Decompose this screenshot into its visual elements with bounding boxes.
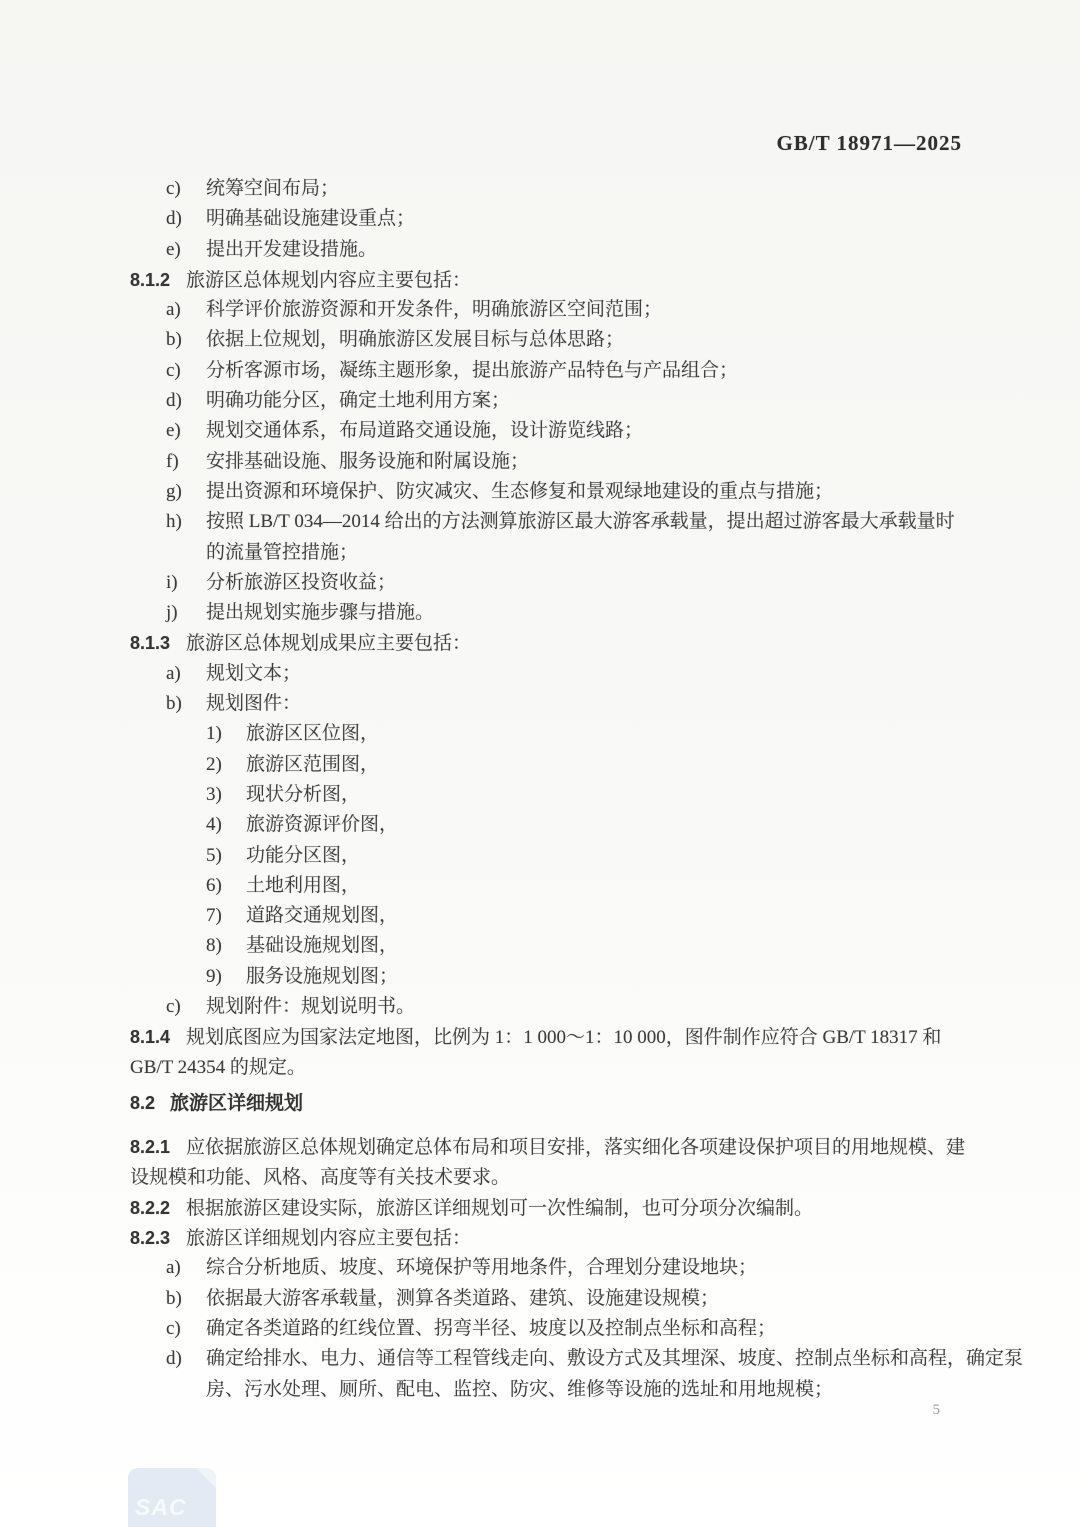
line-item <box>130 386 970 416</box>
line-text: 土地利用图， <box>246 874 361 896</box>
line-sub <box>130 810 970 840</box>
line-text: 依据最大游客承载量，测算各类道路、建筑、设施建设规模； <box>206 1287 720 1309</box>
line-marker: 6) <box>206 874 222 896</box>
line-marker: 8.2.2 <box>130 1197 171 1218</box>
line-item <box>130 356 970 386</box>
line-item <box>130 992 970 1022</box>
line-text: 科学评价旅游资源和开发条件，明确旅游区空间范围； <box>206 299 663 321</box>
line-marker: 8.1.2 <box>130 269 171 290</box>
line-marker: 8.2.1 <box>130 1137 171 1158</box>
line-marker: b) <box>166 329 182 351</box>
line-item-cont <box>130 1375 970 1405</box>
line-marker: d) <box>166 390 182 412</box>
line-marker: b) <box>166 1287 182 1309</box>
line-marker: c) <box>166 1317 181 1339</box>
line-marker: 8.1.4 <box>130 1027 171 1048</box>
line-marker: 4) <box>206 814 222 836</box>
line-item <box>130 568 970 598</box>
line-marker: 8.1.3 <box>130 633 171 654</box>
line-clause-cont <box>130 1163 970 1193</box>
line-text: 确定各类道路的红线位置、拐弯半径、坡度以及控制点坐标和高程； <box>206 1317 777 1339</box>
line-marker: d) <box>166 1348 182 1370</box>
line-marker: i) <box>166 571 178 593</box>
line-marker: c) <box>166 996 181 1018</box>
footer-page-number: 5 <box>932 1402 940 1418</box>
line-text: 旅游区范围图， <box>246 753 380 775</box>
line-marker: 8) <box>206 935 222 957</box>
line-text: 规划附件：规划说明书。 <box>206 996 416 1018</box>
line-sub <box>130 901 970 931</box>
sac-logo <box>128 1468 216 1527</box>
line-marker: b) <box>166 693 182 715</box>
line-item <box>130 507 970 537</box>
line-text: 提出规划实施步骤与措施。 <box>206 602 435 624</box>
line-clause <box>130 628 970 658</box>
line-text: 旅游区详细规划 <box>170 1092 304 1114</box>
line-text: 基础设施规划图， <box>246 935 399 957</box>
line-marker: j) <box>166 602 178 624</box>
line-text: 综合分析地质、坡度、环境保护等用地条件，合理划分建设地块； <box>206 1257 758 1279</box>
line-marker: g) <box>166 480 182 502</box>
line-heading <box>130 1088 970 1118</box>
line-marker: h) <box>166 511 182 533</box>
line-item <box>130 235 970 265</box>
line-sub <box>130 780 970 810</box>
line-item <box>130 1314 970 1344</box>
line-text: GB/T 24354 的规定。 <box>130 1056 306 1078</box>
line-sub <box>130 962 970 992</box>
line-text: 规划交通体系，布局道路交通设施，设计游览线路； <box>206 420 644 442</box>
line-item <box>130 477 970 507</box>
line-marker: 8.2 <box>130 1092 156 1113</box>
line-text: 提出开发建设措施。 <box>206 238 378 260</box>
line-text: 的流量管控措施； <box>206 541 359 563</box>
line-text: 分析客源市场，凝练主题形象，提出旅游产品特色与产品组合； <box>206 359 739 381</box>
line-sub <box>130 931 970 961</box>
line-sub <box>130 750 970 780</box>
line-item <box>130 1253 970 1283</box>
line-item <box>130 1284 970 1314</box>
line-clause <box>130 1193 970 1223</box>
line-text: 旅游区区位图， <box>246 723 380 745</box>
line-item <box>130 689 970 719</box>
line-item <box>130 447 970 477</box>
sac-logo-text: SAC <box>135 1494 187 1520</box>
line-text: 提出资源和环境保护、防灾减灾、生态修复和景观绿地建设的重点与措施； <box>206 480 834 502</box>
line-text: 旅游资源评价图， <box>246 814 399 836</box>
line-marker: a) <box>166 662 181 684</box>
line-item-cont <box>130 538 970 568</box>
standard-code-header: GB/T 18971—2025 <box>776 131 962 155</box>
line-text: 规划文本； <box>206 662 302 684</box>
line-item <box>130 204 970 234</box>
line-marker: d) <box>166 208 182 230</box>
document-body <box>130 174 1024 1405</box>
line-text: 功能分区图， <box>246 844 361 866</box>
line-text: 规划图件： <box>206 693 302 715</box>
line-item <box>130 598 970 628</box>
line-text: 根据旅游区建设实际，旅游区详细规划可一次性编制，也可分项分次编制。 <box>186 1197 814 1219</box>
line-text: 旅游区总体规划成果应主要包括： <box>186 633 472 655</box>
line-marker: 8.2.3 <box>130 1228 171 1249</box>
line-marker: a) <box>166 1257 181 1279</box>
sac-logo-fold <box>196 1468 216 1488</box>
line-text: 确定给排水、电力、通信等工程管线走向、敷设方式及其埋深、坡度、控制点坐标和高程，确定泵 <box>206 1348 1024 1370</box>
line-text: 明确功能分区，确定土地利用方案； <box>206 390 511 412</box>
line-sub <box>130 719 970 749</box>
line-marker: 1) <box>206 723 222 745</box>
line-sub <box>130 871 970 901</box>
line-text: 应依据旅游区总体规划确定总体布局和项目安排，落实细化各项建设保护项目的用地规模、建 <box>186 1137 966 1159</box>
line-clause <box>130 265 970 295</box>
line-clause <box>130 1223 970 1253</box>
line-item <box>130 659 970 689</box>
line-text: 服务设施规划图； <box>246 965 399 987</box>
line-marker: f) <box>166 450 179 472</box>
line-item <box>130 325 970 355</box>
line-item <box>130 416 970 446</box>
line-text: 安排基础设施、服务设施和附属设施； <box>206 450 530 472</box>
line-marker: 9) <box>206 965 222 987</box>
line-item <box>130 1344 1024 1374</box>
line-text: 规划底图应为国家法定地图，比例为 1：1 000～1：10 000，图件制作应符合 GB/T 18317 和 <box>186 1027 942 1049</box>
line-text: 分析旅游区投资收益； <box>206 571 397 593</box>
line-text: 设规模和功能、风格、高度等有关技术要求。 <box>130 1166 511 1188</box>
line-text: 现状分析图， <box>246 783 361 805</box>
line-marker: 2) <box>206 753 222 775</box>
line-text: 依据上位规划，明确旅游区发展目标与总体思路； <box>206 329 625 351</box>
line-text: 旅游区总体规划内容应主要包括： <box>186 269 472 291</box>
line-clause <box>130 1132 970 1162</box>
line-marker: 3) <box>206 783 222 805</box>
line-item <box>130 174 970 204</box>
line-text: 明确基础设施建设重点； <box>206 208 416 230</box>
line-clause-cont <box>130 1053 970 1083</box>
line-marker: e) <box>166 238 181 260</box>
line-marker: a) <box>166 299 181 321</box>
line-marker: 5) <box>206 844 222 866</box>
line-marker: e) <box>166 420 181 442</box>
line-marker: c) <box>166 359 181 381</box>
line-text: 房、污水处理、厕所、配电、监控、防灾、维修等设施的选址和用地规模； <box>206 1378 834 1400</box>
line-text: 按照 LB/T 034—2014 给出的方法测算旅游区最大游客承载量，提出超过游客最大承载量时 <box>206 511 955 533</box>
line-marker: 7) <box>206 905 222 927</box>
line-clause <box>130 1022 970 1052</box>
line-text: 统筹空间布局； <box>206 178 340 199</box>
line-sub <box>130 841 970 871</box>
line-text: 旅游区详细规划内容应主要包括： <box>186 1228 472 1250</box>
line-text: 道路交通规划图， <box>246 905 399 927</box>
line-item <box>130 295 970 325</box>
line-marker: c) <box>166 178 181 199</box>
